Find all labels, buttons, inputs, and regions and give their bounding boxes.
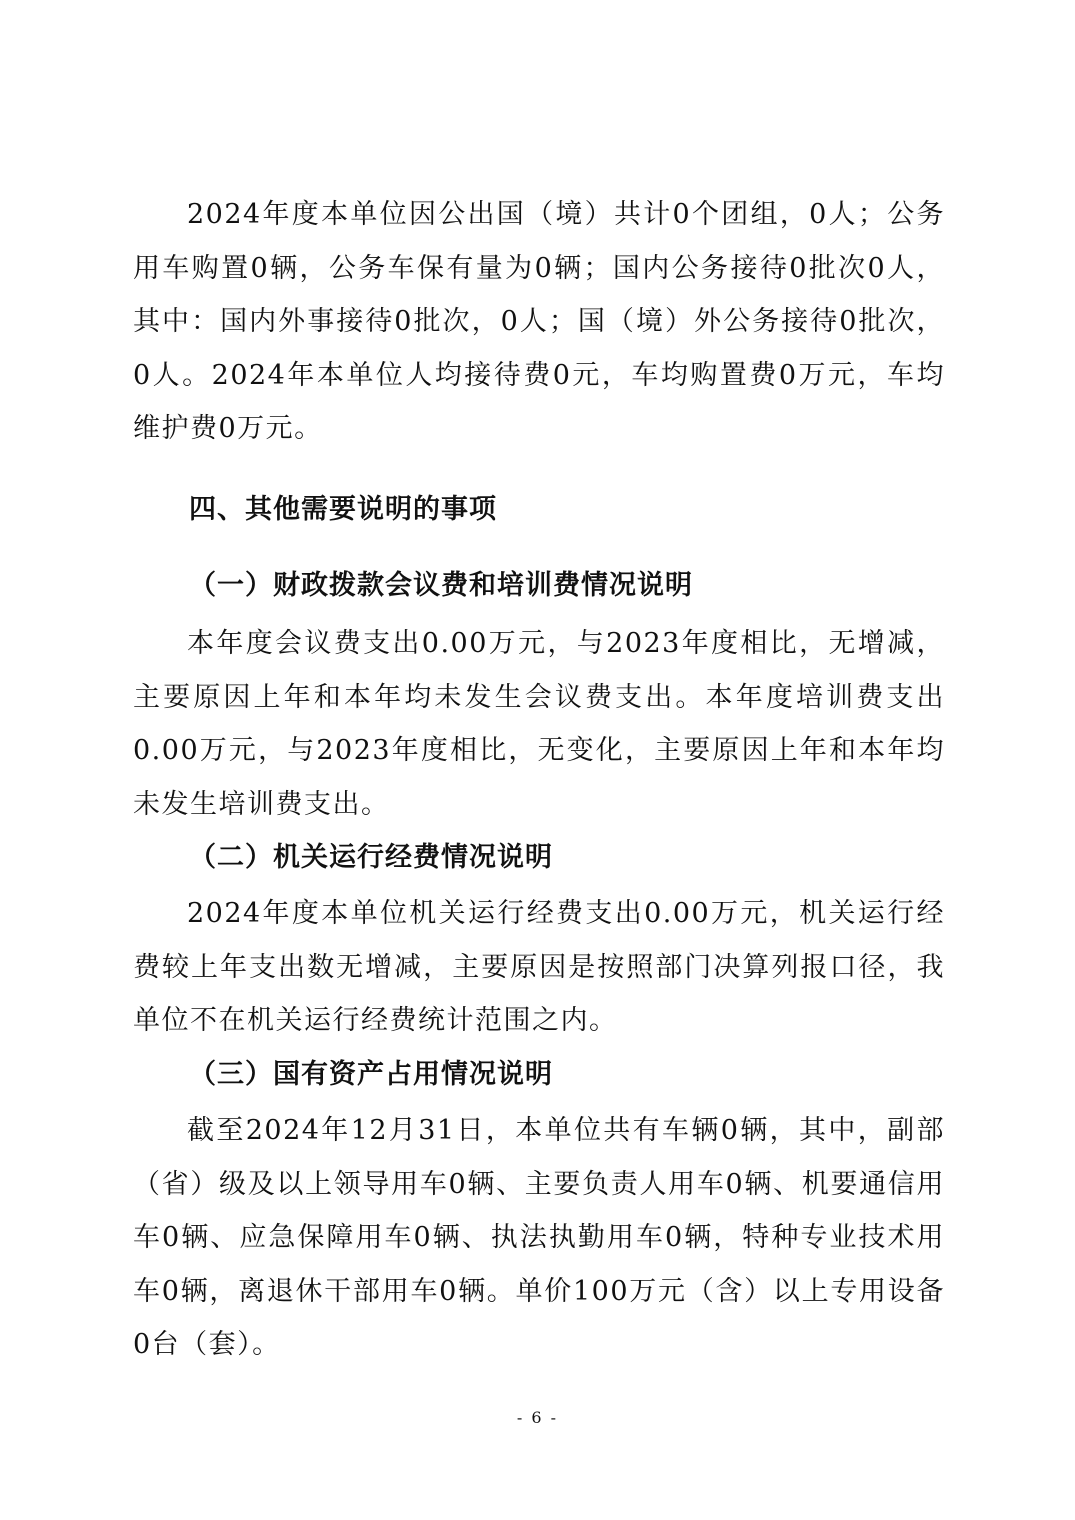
section-4-heading: 四、其他需要说明的事项 [189, 494, 497, 525]
subsection-3-heading: （三）国有资产占用情况说明 [189, 1059, 553, 1090]
subsection-1-text: 本年度会议费支出0.00万元，与2023年度相比，无增减，主要原因上年和本年均未发生会议费支出。本年度培训费支出0.00万元，与2023年度相比，无变化，主要原因上年和本年均未发生培训费支出。 [133, 628, 945, 820]
subsection-2-heading: （二）机关运行经费情况说明 [189, 842, 553, 873]
subsection-1-heading: （一）财政拨款会议费和培训费情况说明 [189, 570, 693, 601]
subsection-3-text: 截至2024年12月31日，本单位共有车辆0辆，其中，副部（省）级及以上领导用车0辆、主要负责人用车0辆、机要通信用车0辆、应急保障用车0辆、执法执勤用车0辆，特种专业技术用车0辆，离退休干部用车0辆。单价100万元（含）以上专用设备0台（套）。 [133, 1115, 945, 1360]
subsection-2-text: 2024年度本单位机关运行经费支出0.00万元，机关运行经费较上年支出数无增减，主要原因是按照部门决算列报口径，我单位不在机关运行经费统计范围之内。 [133, 898, 945, 1036]
page-number: - 6 - [516, 1408, 559, 1427]
paragraph-foreign-travel-vehicles: 2024年度本单位因公出国（境）共计0个团组，0人；公务用车购置0辆，公务车保有量为0辆；国内公务接待0批次0人，其中：国内外事接待0批次，0人；国（境）外公务接待0批次，0人。2024年本单位人均接待费0元，车均购置费0万元，车均维护费0万元。 [133, 199, 945, 444]
